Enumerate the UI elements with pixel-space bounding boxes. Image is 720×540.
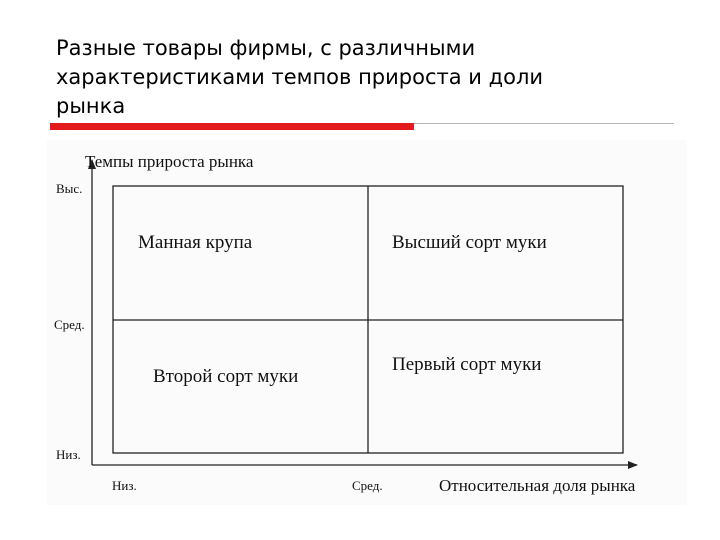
slide-title-line-1: Разные товары фирмы, с различными	[56, 36, 476, 60]
x-axis-title: Относительная доля рынка	[439, 476, 636, 495]
cell-bottom-left: Второй сорт муки	[153, 366, 299, 387]
y-tick-low: Низ.	[56, 447, 81, 462]
slide-title	[56, 34, 676, 121]
x-tick-low: Низ.	[112, 478, 137, 493]
slide-title-line-2: характеристиками темпов прироста и доли	[56, 65, 544, 89]
y-axis-title: Темпы прироста рынка	[85, 152, 254, 171]
growth-share-matrix	[47, 140, 687, 505]
matrix-graphic	[47, 140, 687, 505]
title-accent-bar	[50, 123, 414, 130]
y-tick-high: Выс.	[56, 181, 83, 196]
x-tick-medium: Сред.	[352, 478, 383, 493]
cell-top-right: Высший сорт муки	[392, 232, 547, 253]
slide-title-line-3: рынка	[56, 94, 126, 118]
cell-top-left: Манная крупа	[138, 232, 253, 253]
cell-bottom-right: Первый сорт муки	[392, 354, 542, 375]
y-tick-medium: Сред.	[54, 317, 85, 332]
